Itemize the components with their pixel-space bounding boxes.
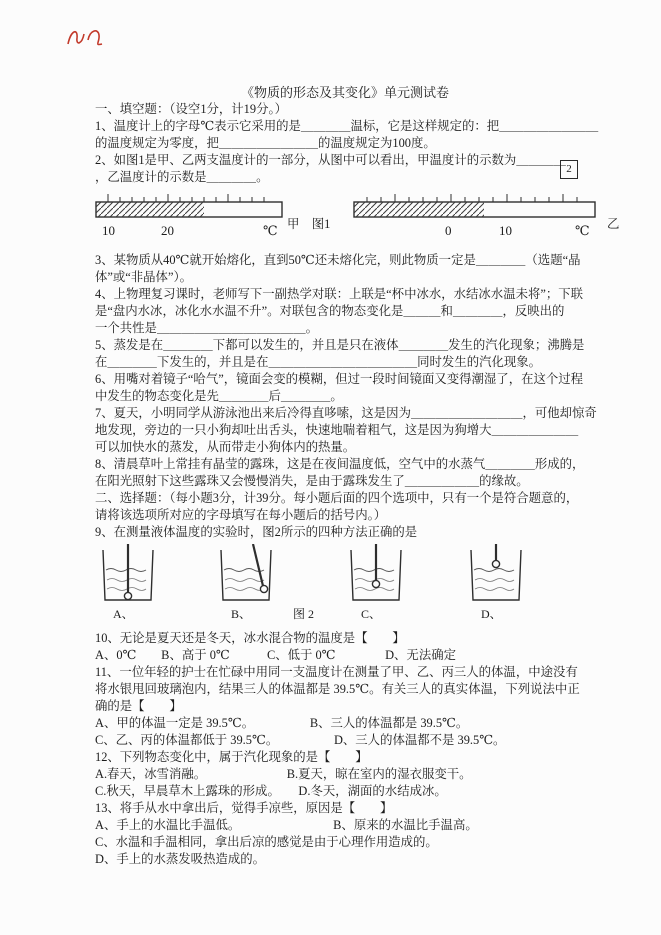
scale-jia-tick-20: 20	[161, 223, 174, 238]
q7-line1: 7、夏天，小明同学从游泳池出来后冷得直哆嗦，这是因为＿＿＿＿＿＿＿＿＿，可他却惊奇	[95, 406, 597, 420]
q4-line2: 是“盘内水冰，冰化水水温不升”。对联包含的物态变化是＿＿＿和＿＿＿＿，反映出的	[95, 304, 565, 318]
thermometer-scale-jia	[95, 190, 285, 242]
beaker-D	[463, 544, 527, 606]
q5-line2: 在＿＿＿＿下发生的，并且是在＿＿＿＿＿＿＿＿＿＿＿＿同时发生的汽化现象。	[95, 355, 542, 369]
q1-line2: 的温度规定为零度，把＿＿＿＿＿＿＿＿的温度规定为100度。	[95, 136, 436, 150]
section2-heading-line2: 请将该选项所对应的字母填写在每小题后的括号内。）	[95, 508, 387, 522]
q12-options-cd: C.秋天，早晨草木上露珠的形成。 D.冬天，湖面的水结成冰。	[95, 784, 447, 798]
q1-line1: 1、温度计上的字母℃表示它采用的是＿＿＿＿温标，它是这样规定的：把＿＿＿＿＿＿＿＿	[95, 119, 599, 133]
figure2-label-D: D、	[481, 607, 502, 621]
beaker-B	[213, 544, 277, 606]
q11-line1: 11、一位年轻的护士在忙碌中用同一支温度计在测量了甲、乙、丙三人的体温，中途没有	[95, 665, 578, 679]
q11-options-ab: A、甲的体温一定是 39.5℃。 B、三人的体温都是 39.5℃。	[95, 716, 469, 730]
figure2-label-A: A、	[113, 607, 134, 621]
figure2-label-C: C、	[361, 607, 382, 621]
q11-line3: 确的是【 】	[95, 699, 182, 713]
q4-line1: 4、上物理复习课时，老师写下一副热学对联：上联是“杯中冰水，水结冰水温未将”；下联	[95, 287, 584, 301]
q6-line2: 中发生的物态变化是先＿＿＿＿后＿＿＿＿。	[95, 389, 343, 403]
q12-options-ab: A.春天，冰雪消融。 B.夏天，晾在室内的湿衣服变干。	[95, 767, 472, 781]
q13-line1: 13、将手从水中拿出后，觉得手凉些，原因是【 】	[95, 801, 393, 815]
q7-line2: 地发现，旁边的一只小狗却吐出舌头，快速地喘着粗气，这是因为狗增大＿＿＿＿＿＿＿	[95, 423, 579, 437]
paper-title: 《物质的形态及其变化》单元测试卷	[240, 85, 449, 100]
figure1-thermometer-scales	[95, 188, 620, 248]
q2-line2: ，乙温度计的示数是＿＿＿＿。	[95, 170, 269, 184]
q12-line1: 12、下列物态变化中，属于汽化现象的是【 】	[95, 750, 368, 764]
q3-line2: 体”或“非晶体”）。	[95, 270, 193, 284]
q8-line1: 8、清晨草叶上常挂有晶莹的露珠，这是在夜间温度低，空气中的水蒸气＿＿＿＿形成的，	[95, 457, 585, 471]
q6-line1: 6、用嘴对着镜子“哈气”，镜面会变的模糊，但过一段时间镜面又变得潮湿了，在这个过程	[95, 372, 584, 386]
q13-option-d: D、手上的水蒸发吸热造成的。	[95, 852, 266, 866]
q5-line1: 5、蒸发是在＿＿＿＿下都可以发生的，并且是只在液体＿＿＿＿发生的汽化现象；沸腾是	[95, 338, 585, 352]
q10-options: A、0℃ B、高于 0℃ C、低于 0℃ D、无法确定	[95, 648, 456, 662]
red-pen-mark	[62, 22, 108, 57]
q9-line1: 9、在测量液体温度的实验时，图2所示的四种方法正确的是	[95, 525, 418, 539]
scale-yi-tick-10: 10	[499, 223, 512, 238]
paper-content	[95, 84, 620, 868]
scale-yi-unit: ℃	[575, 223, 590, 238]
section1-heading: 一、填空题：（设空1分，计19分。）	[95, 102, 288, 116]
q10-line1: 10、无论是夏天还是冬天，冰水混合物的温度是【 】	[95, 631, 405, 645]
q3-line1: 3、某物质从40℃就开始熔化，直到50℃还未熔化完，则此物质一定是＿＿＿＿（选题“晶	[95, 253, 581, 267]
q4-line3: 一个共性是＿＿＿＿＿＿＿＿＿＿＿＿。	[95, 321, 319, 335]
q13-options-ab: A、手上的水温比手温低。 B、原来的水温比手温高。	[95, 818, 478, 832]
figure1-caption-jia: 甲 图1	[287, 217, 331, 231]
figure2-beakers	[95, 544, 595, 628]
thermometer-scale-yi	[353, 190, 598, 242]
figure2-label-B: B、	[231, 607, 252, 621]
page-number-box: 2	[560, 160, 578, 179]
q8-line2: 在阳光照射下这些露珠又会慢慢消失，是由于露珠发生了＿＿＿＿＿＿的缘故。	[95, 474, 529, 488]
q11-line2: 将水银甩回玻璃泡内，结果三人的体温都是 39.5℃。有关三人的真实体温，下列说法中正	[95, 682, 580, 696]
beaker-C	[343, 544, 407, 606]
figure1-caption-yi: 乙	[607, 217, 620, 231]
q7-line3: 可以加快水的蒸发，从而带走小狗体内的热量。	[95, 440, 356, 454]
figure2-caption: 图 2	[293, 607, 315, 621]
scale-jia-tick-10: 10	[102, 223, 115, 238]
scale-yi-tick-0: 0	[445, 223, 452, 238]
scale-jia-unit: ℃	[263, 223, 278, 238]
q11-options-cd: C、乙、丙的体温都低于 39.5℃。 D、三人的体温都不是 39.5℃。	[95, 733, 506, 747]
q13-option-c: C、水温和手温相同，拿出后凉的感觉是由于心理作用造成的。	[95, 835, 438, 849]
q2-line1: 2、如图1是甲、乙两支温度计的一部分，从图中可以看出，甲温度计的示数为＿＿＿＿	[95, 153, 566, 167]
beaker-A	[95, 544, 159, 606]
section2-heading-line1: 二、选择题：（每小题3分，计39分。每小题后面的四个选项中，只有一个是符合题意的，	[95, 491, 579, 505]
